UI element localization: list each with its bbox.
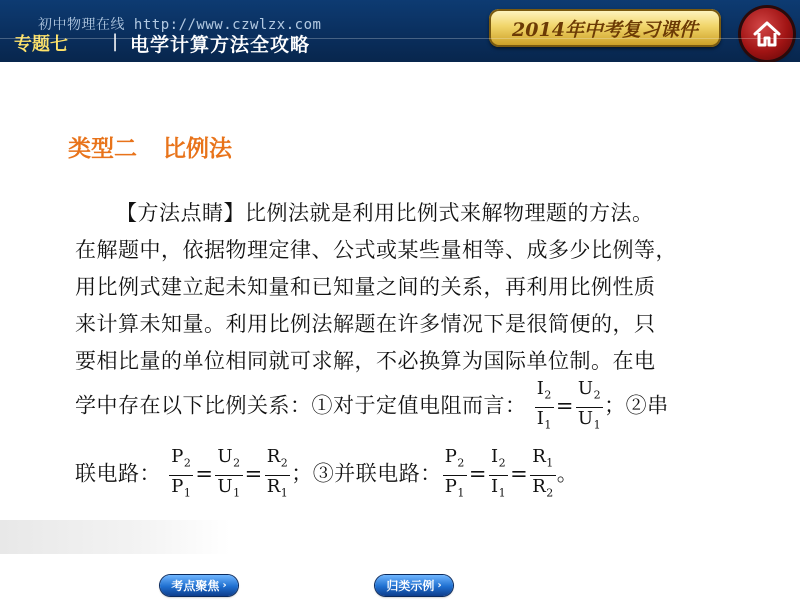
fraction-series-power: $\frac{P_2}{P_1}$	[171, 446, 192, 500]
fraction-series-voltage: $\frac{U_2}{U_1}$	[217, 446, 241, 500]
body-line-6	[75, 378, 669, 436]
body-line-7-middle: ；③并联电路：	[291, 461, 442, 486]
key-points-button[interactable]	[160, 575, 238, 596]
section-method: 比例法	[163, 136, 232, 162]
fraction-parallel-resistance: $\frac{R_1}{R_2}$	[532, 446, 554, 500]
home-button[interactable]	[741, 8, 793, 60]
home-icon	[751, 18, 783, 50]
topic-label: 专题七	[14, 34, 68, 55]
body-line-6-prefix: 学中存在以下比例关系：①对于定值电阻而言：	[75, 393, 527, 418]
fraction-current-ratio: $\frac{I_2}{I_1}$	[536, 378, 552, 432]
chevron-right-icon: ›	[222, 580, 227, 591]
examples-button[interactable]	[375, 575, 453, 596]
topic-separator: |	[112, 31, 119, 52]
equals-sign: =	[510, 461, 529, 486]
header-bar	[0, 0, 800, 62]
decorative-strip	[0, 520, 230, 554]
equals-sign: =	[244, 461, 263, 486]
body-line-1: 【方法点睛】比例法就是利用比例式来解物理题的方法。	[116, 201, 654, 225]
body-line-2: 在解题中，依据物理定律、公式或某些量相等、成多少比例等，	[75, 238, 677, 262]
fraction-parallel-power: $\frac{P_2}{P_1}$	[444, 446, 465, 500]
examples-label: 归类示例	[386, 579, 435, 593]
body-line-7-prefix: 联电路：	[75, 461, 161, 486]
section-heading	[68, 130, 232, 163]
body-line-7	[75, 446, 578, 504]
key-points-label: 考点聚焦	[171, 579, 220, 593]
body-line-4: 来计算未知量。利用比例法解题在许多情况下是很简便的，只	[75, 312, 656, 336]
body-line-6-suffix: ；②串	[604, 393, 669, 418]
fraction-voltage-ratio: $\frac{U_2}{U_1}$	[577, 378, 602, 432]
site-banner: 初中物理在线 http://www.czwlzx.com	[38, 17, 322, 33]
body-line-3: 用比例式建立起未知量和已知量之间的关系，再利用比例性质	[75, 275, 656, 299]
equals-sign: =	[468, 461, 487, 486]
equals-sign: =	[195, 461, 214, 486]
body-line-7-suffix: 。	[556, 461, 579, 486]
series-badge-text: 2014年中考复习课件	[512, 18, 698, 41]
fraction-series-resistance: $\frac{R_2}{R_1}$	[266, 446, 289, 500]
body-line-5: 要相比量的单位相同就可求解，不必换算为国际单位制。在电	[75, 349, 656, 373]
chevron-right-icon: ›	[437, 580, 442, 591]
section-type-label: 类型二	[68, 136, 137, 162]
equals-sign: =	[555, 393, 574, 418]
series-badge	[489, 9, 721, 47]
fraction-parallel-current: $\frac{I_2}{I_1}$	[491, 446, 507, 500]
topic-title: 电学计算方法全攻略	[130, 34, 311, 56]
